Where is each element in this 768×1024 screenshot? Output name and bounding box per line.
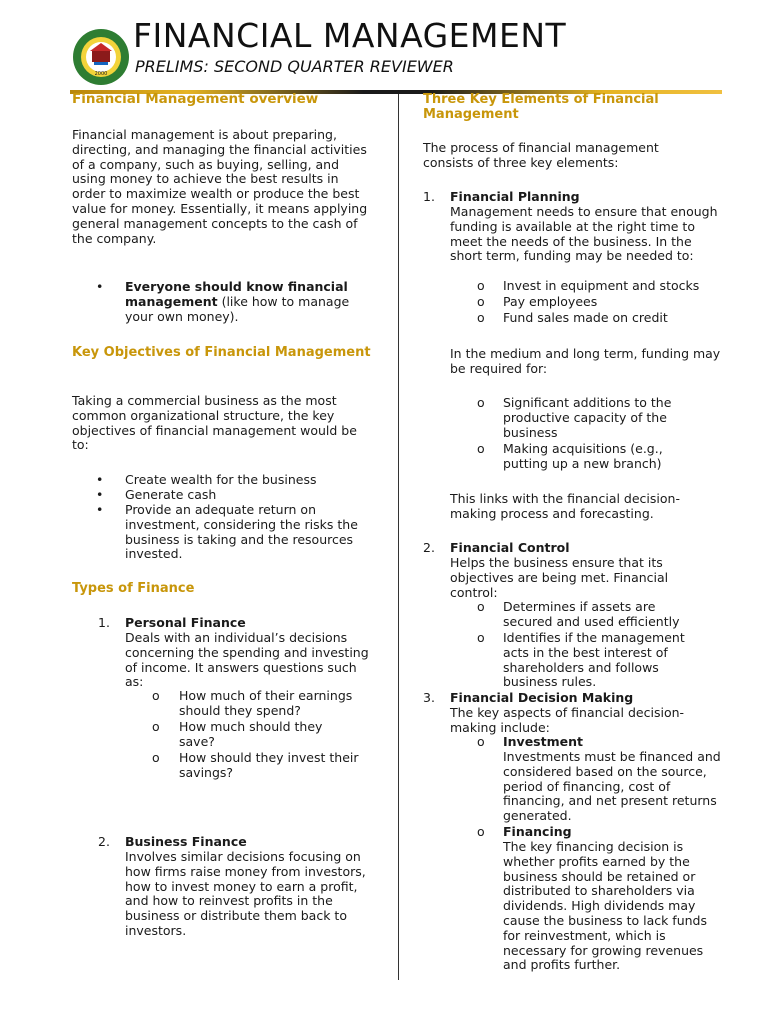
- short-term-item: Pay employees: [503, 294, 598, 309]
- circle-bullet-icon: o: [152, 719, 160, 734]
- elements-intro: The process of financial management consists of three key elements:: [423, 140, 659, 170]
- circle-bullet-icon: o: [477, 395, 485, 410]
- list-number: 2.: [423, 540, 435, 555]
- circle-bullet-icon: o: [477, 278, 485, 293]
- bullet-icon: •: [96, 279, 104, 294]
- list-number: 3.: [423, 690, 435, 705]
- decision-text: The key aspects of financial decision-making include:: [450, 705, 685, 735]
- list-number: 2.: [98, 834, 110, 849]
- personal-finance-text: Deals with an individual’s decisions concerning the spending and investing of income. It answers questions such as:: [125, 630, 369, 690]
- document-subtitle: PRELIMS: SECOND QUARTER REVIEWER: [135, 57, 454, 76]
- circle-bullet-icon: o: [477, 441, 485, 456]
- objective-item: Provide an adequate return on investment, considering the risks the business is taking and the resources invested.: [125, 502, 358, 562]
- objective-item: Generate cash: [125, 487, 217, 502]
- svg-text:2000: 2000: [94, 71, 108, 77]
- circle-bullet-icon: o: [477, 824, 485, 839]
- bullet-icon: •: [96, 502, 104, 517]
- medium-text: In the medium and long term, funding may be required for:: [450, 346, 721, 376]
- school-seal-logo: [72, 28, 130, 86]
- overview-text: Financial management is about preparing, directing, and managing the financial activities of a company, such as buying, selling, and using money to achieve the best results in order to maximize wealth or produce the best value for money. Essentially, it means applying general management concepts to the cash of the company.: [72, 127, 368, 246]
- investment-text: Investments must be financed and considered based on the source, period of financing, cost of financing, and net present returns generated.: [503, 749, 721, 824]
- personal-question: How should they invest their savings?: [179, 750, 359, 780]
- column-divider: [398, 94, 399, 980]
- objective-item: Create wealth for the business: [125, 472, 317, 487]
- circle-bullet-icon: o: [477, 599, 485, 614]
- personal-finance-title: Personal Finance: [125, 615, 246, 630]
- elements-heading: Three Key Elements of Financial Management: [423, 92, 659, 122]
- overview-heading: Financial Management overview: [72, 91, 319, 107]
- personal-question: How much should they save?: [179, 719, 323, 749]
- list-number: 1.: [98, 615, 110, 630]
- know-note: Everyone should know financial management (like how to manage your own money).: [125, 279, 350, 324]
- decision-title: Financial Decision Making: [450, 690, 634, 705]
- financing-title: Financing: [503, 824, 572, 839]
- document-title: FINANCIAL MANAGEMENT: [133, 16, 567, 55]
- medium-term-item: Significant additions to the productive capacity of the business: [503, 395, 672, 440]
- planning-title: Financial Planning: [450, 189, 580, 204]
- circle-bullet-icon: o: [152, 688, 160, 703]
- control-item: Determines if assets are secured and used efficiently: [503, 599, 680, 629]
- circle-bullet-icon: o: [152, 750, 160, 765]
- links-text: This links with the financial decision-making process and forecasting.: [450, 491, 680, 521]
- business-finance-title: Business Finance: [125, 834, 247, 849]
- circle-bullet-icon: o: [477, 294, 485, 309]
- circle-bullet-icon: o: [477, 310, 485, 325]
- short-term-item: Fund sales made on credit: [503, 310, 668, 325]
- objectives-intro: Taking a commercial business as the most common organizational structure, the key objectives of financial management would be to:: [72, 393, 357, 453]
- control-title: Financial Control: [450, 540, 570, 555]
- circle-bullet-icon: o: [477, 630, 485, 645]
- types-heading: Types of Finance: [72, 581, 195, 596]
- bullet-icon: •: [96, 472, 104, 487]
- bullet-icon: •: [96, 487, 104, 502]
- control-item: Identifies if the management acts in the best interest of shareholders and follows business rules.: [503, 630, 685, 690]
- objectives-heading: Key Objectives of Financial Management: [72, 345, 371, 360]
- circle-bullet-icon: o: [477, 734, 485, 749]
- personal-question: How much of their earnings should they spend?: [179, 688, 353, 718]
- planning-text: Management needs to ensure that enough funding is available at the right time to meet the needs of the business. In the short term, funding may be needed to:: [450, 204, 718, 264]
- short-term-item: Invest in equipment and stocks: [503, 278, 700, 293]
- control-text: Helps the business ensure that its objectives are being met. Financial control:: [450, 555, 669, 600]
- financing-text: The key financing decision is whether profits earned by the business should be retained or distributed to shareholders via dividends. High dividends may cause the business to lack funds for reinvestment, which is necessary for growing revenues and profits further.: [503, 839, 708, 973]
- investment-title: Investment: [503, 734, 583, 749]
- business-finance-text: Involves similar decisions focusing on how firms raise money from investors, how to invest money to earn a profit, and how to reinvest profits in the business or distribute them back to investors.: [125, 849, 366, 938]
- list-number: 1.: [423, 189, 435, 204]
- medium-term-item: Making acquisitions (e.g., putting up a new branch): [503, 441, 663, 471]
